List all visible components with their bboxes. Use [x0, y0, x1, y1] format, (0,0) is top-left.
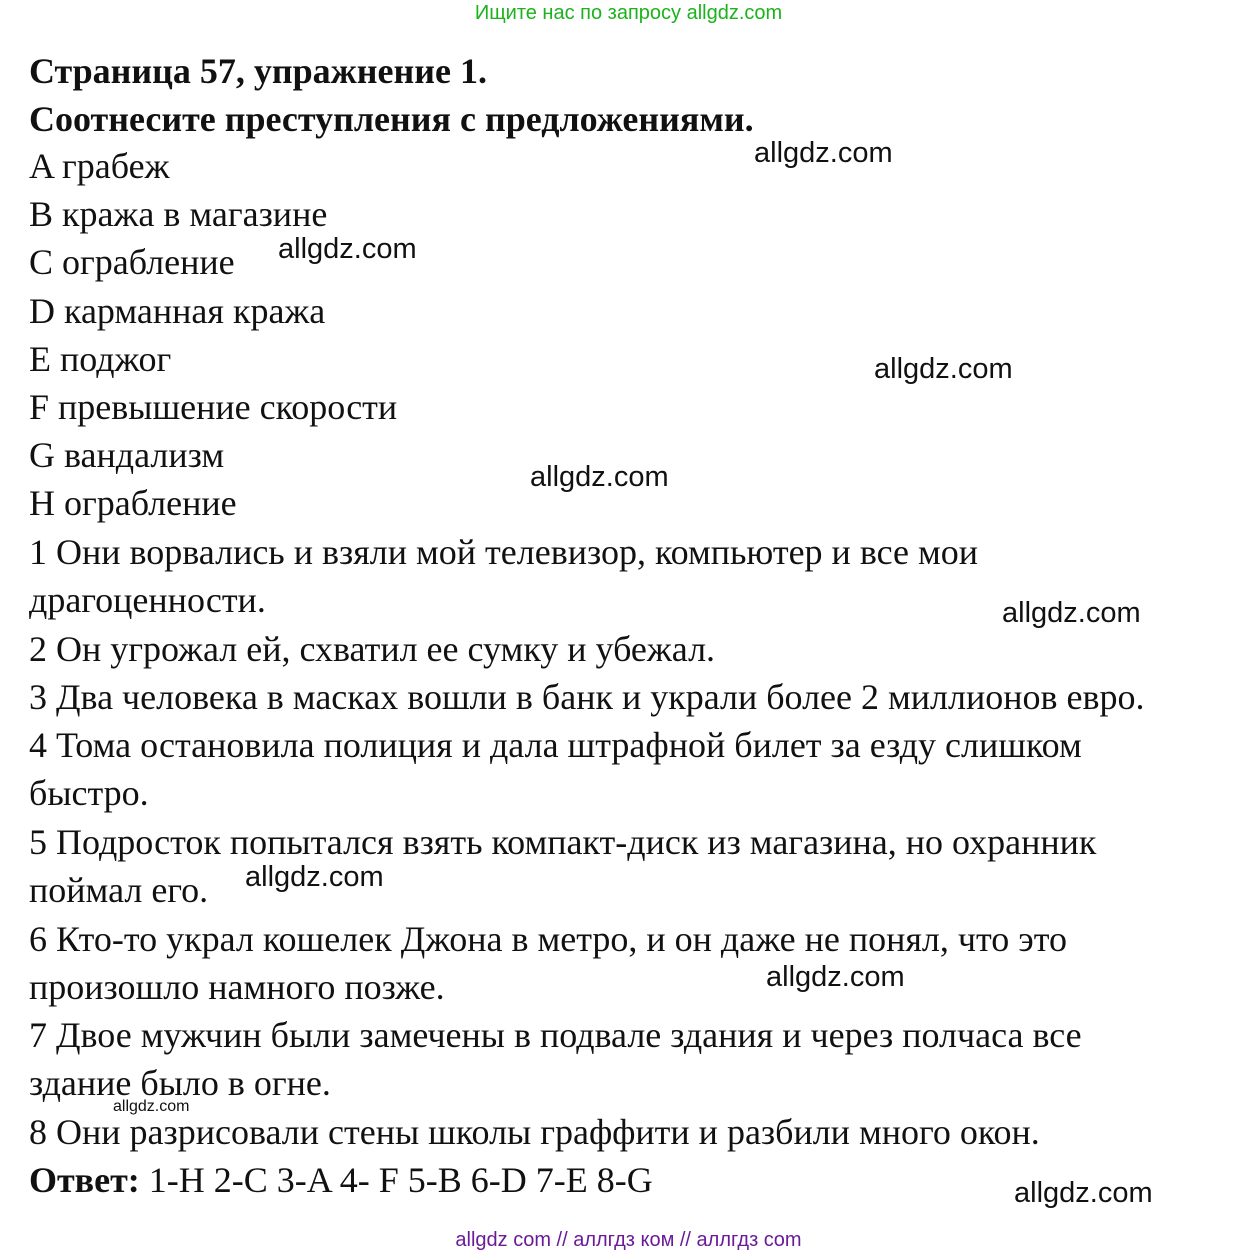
crime-item-b: B кража в магазине: [29, 194, 328, 234]
crime-item-d: D карманная кража: [29, 291, 326, 331]
sentence-7-cont: здание было в огне.: [29, 1063, 331, 1103]
top-banner: Ищите нас по запросу allgdz.com: [474, 2, 783, 24]
sentence-4-cont: быстро.: [29, 773, 149, 813]
sentence-6-cont: произошло намного позже.: [29, 967, 445, 1007]
sentence-3: 3 Два человека в масках вошли в банк и украли более 2 миллионов евро.: [29, 677, 1145, 717]
answer-line: [29, 1156, 653, 1204]
watermark: allgdz.com: [754, 137, 893, 169]
watermark: allgdz.com: [278, 233, 417, 265]
sentence-2: 2 Он угрожал ей, схватил ее сумку и убежал.: [29, 629, 716, 669]
crime-item-f: F превышение скорости: [29, 387, 398, 427]
crime-item-g: G вандализм: [29, 435, 225, 475]
page-title: Страница 57, упражнение 1.: [29, 51, 487, 91]
crime-item-h: H ограбление: [29, 483, 237, 523]
sentence-5: 5 Подросток попытался взять компакт-диск из магазина, но охранник: [29, 822, 1097, 862]
footer: allgdz com // аллгдз ком // аллгдз com: [455, 1229, 802, 1251]
sentence-5-cont: поймал его.: [29, 870, 209, 910]
watermark: allgdz.com: [113, 1098, 190, 1115]
sentence-1: 1 Они ворвались и взяли мой телевизор, компьютер и все мои: [29, 532, 979, 572]
sentence-8: 8 Они разрисовали стены школы граффити и разбили много окон.: [29, 1112, 1040, 1152]
crime-item-c: C ограбление: [29, 242, 235, 282]
watermark: allgdz.com: [245, 861, 384, 893]
crime-item-e: E поджог: [29, 339, 172, 379]
watermark: allgdz.com: [874, 353, 1013, 385]
task-instruction: Соотнесите преступления с предложениями.: [29, 99, 754, 139]
answer-label: Ответ:: [29, 1160, 140, 1200]
sentence-7: 7 Двое мужчин были замечены в подвале здания и через полчаса все: [29, 1015, 1082, 1055]
answer-value: 1-H 2-C 3-A 4- F 5-B 6-D 7-E 8-G: [139, 1160, 653, 1200]
watermark: allgdz.com: [530, 461, 669, 493]
crime-item-a: A грабеж: [29, 146, 170, 186]
sentence-6: 6 Кто-то украл кошелек Джона в метро, и он даже не понял, что это: [29, 919, 1067, 959]
watermark: allgdz.com: [766, 961, 905, 993]
sentence-1-cont: драгоценности.: [29, 580, 266, 620]
watermark: allgdz.com: [1014, 1177, 1153, 1209]
sentence-4: 4 Тома остановила полиция и дала штрафной билет за езду слишком: [29, 725, 1082, 765]
watermark: allgdz.com: [1002, 597, 1141, 629]
